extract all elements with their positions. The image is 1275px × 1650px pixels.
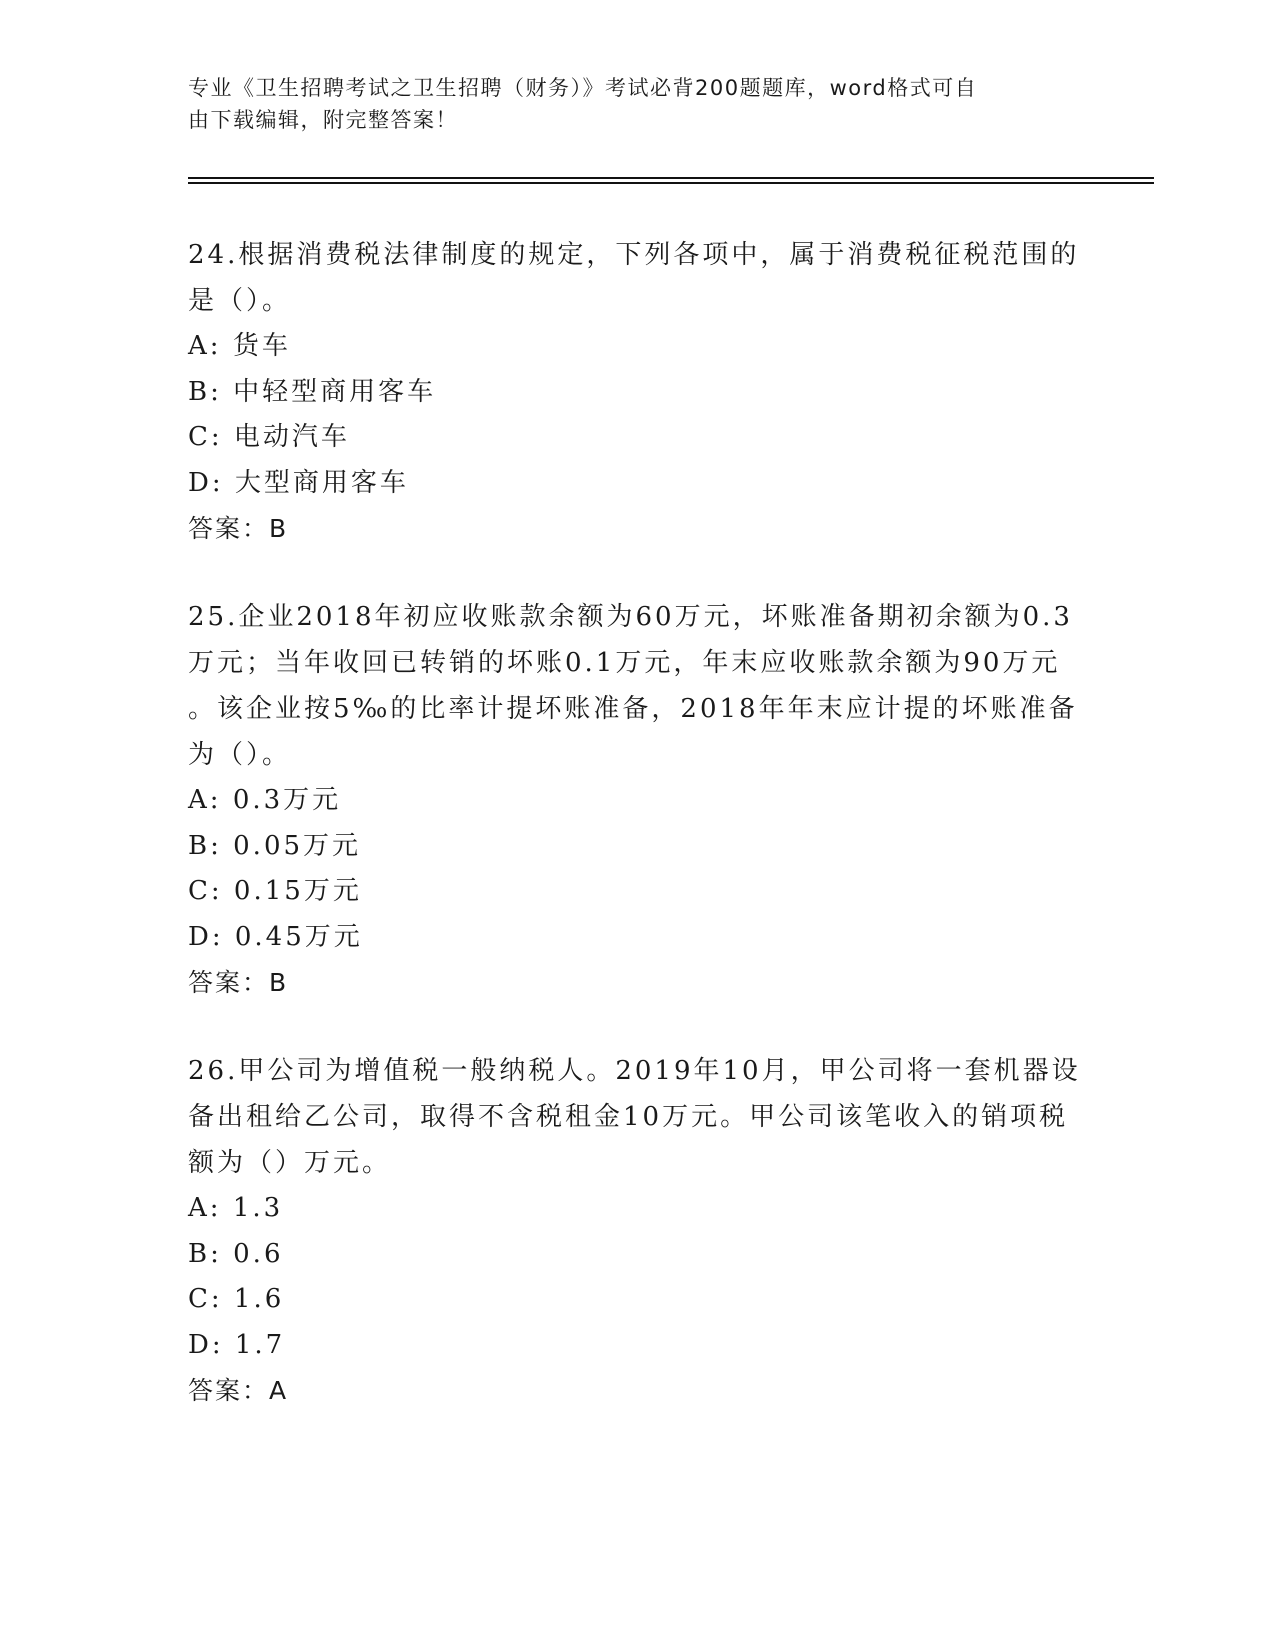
document-header [188, 72, 1068, 136]
answer-line: 答案：B [188, 968, 289, 997]
option-letter: C: [188, 422, 223, 452]
option-text: 1.6 [233, 1284, 285, 1314]
option-letter: B: [188, 376, 222, 407]
option-letter: D: [188, 921, 224, 952]
option-letter: C: [188, 876, 223, 906]
question-25 [188, 594, 1088, 1006]
option-text: 大型商用客车 [234, 467, 409, 498]
question-list [188, 232, 1088, 1456]
option-text: 1.3 [232, 1193, 284, 1223]
option-b [188, 1232, 1088, 1278]
option-letter: B: [188, 1238, 222, 1269]
option-letter: D: [188, 1329, 224, 1360]
question-stem-line: 额为（）万元。 [188, 1148, 392, 1178]
option-d [188, 915, 1088, 961]
option-text: 中轻型商用客车 [233, 376, 437, 407]
option-d [188, 1323, 1088, 1369]
question-24 [188, 232, 1088, 552]
option-text: 电动汽车 [233, 422, 350, 452]
question-stem-line: 万元；当年收回已转销的坏账0.1万元，年末应收账款余额为90万元 [188, 648, 1061, 678]
option-letter: A: [188, 785, 222, 815]
header-line-1: 专业《卫生招聘考试之卫生招聘（财务）》考试必背200题题库，word格式可自 [188, 76, 978, 100]
option-text: 0.15万元 [233, 876, 362, 906]
option-text: 0.6 [233, 1238, 284, 1269]
option-a [188, 324, 1088, 370]
question-stem-line: 备出租给乙公司，取得不含税租金10万元。甲公司该笔收入的销项税 [188, 1102, 1069, 1132]
option-text: 1.7 [234, 1329, 286, 1360]
question-stem-line: 24.根据消费税法律制度的规定，下列各项中，属于消费税征税范围的 [188, 240, 1080, 270]
option-a [188, 778, 1088, 824]
header-divider-bottom [188, 182, 1154, 184]
option-letter: C: [188, 1284, 223, 1314]
question-stem-line: 26.甲公司为增值税一般纳税人。2019年10月，甲公司将一套机器设 [188, 1056, 1081, 1086]
option-c [188, 415, 1088, 461]
question-26 [188, 1048, 1088, 1414]
option-letter: D: [188, 467, 224, 498]
option-text: 0.3万元 [232, 785, 342, 815]
option-letter: A: [188, 1193, 222, 1223]
answer-line: 答案：A [188, 1376, 289, 1405]
question-stem-line: 。该企业按5‰的比率计提坏账准备，2018年年末应计提的坏账准备 [188, 694, 1078, 724]
question-stem-line: 25.企业2018年初应收账款余额为60万元，坏账准备期初余额为0.3 [188, 602, 1073, 632]
option-a [188, 1186, 1088, 1232]
option-c [188, 869, 1088, 915]
option-b [188, 824, 1088, 870]
option-text: 0.45万元 [234, 921, 363, 952]
question-stem-line: 是（）。 [188, 286, 292, 316]
option-c [188, 1277, 1088, 1323]
question-stem-line: 为（）。 [188, 740, 292, 770]
option-d [188, 461, 1088, 507]
header-divider-top [188, 177, 1154, 179]
option-text: 0.05万元 [233, 830, 362, 861]
option-b [188, 370, 1088, 416]
option-letter: B: [188, 830, 222, 861]
option-letter: A: [188, 331, 222, 361]
answer-line: 答案：B [188, 514, 289, 543]
header-line-2: 由下载编辑，附完整答案！ [188, 108, 458, 132]
option-text: 货车 [232, 331, 291, 361]
